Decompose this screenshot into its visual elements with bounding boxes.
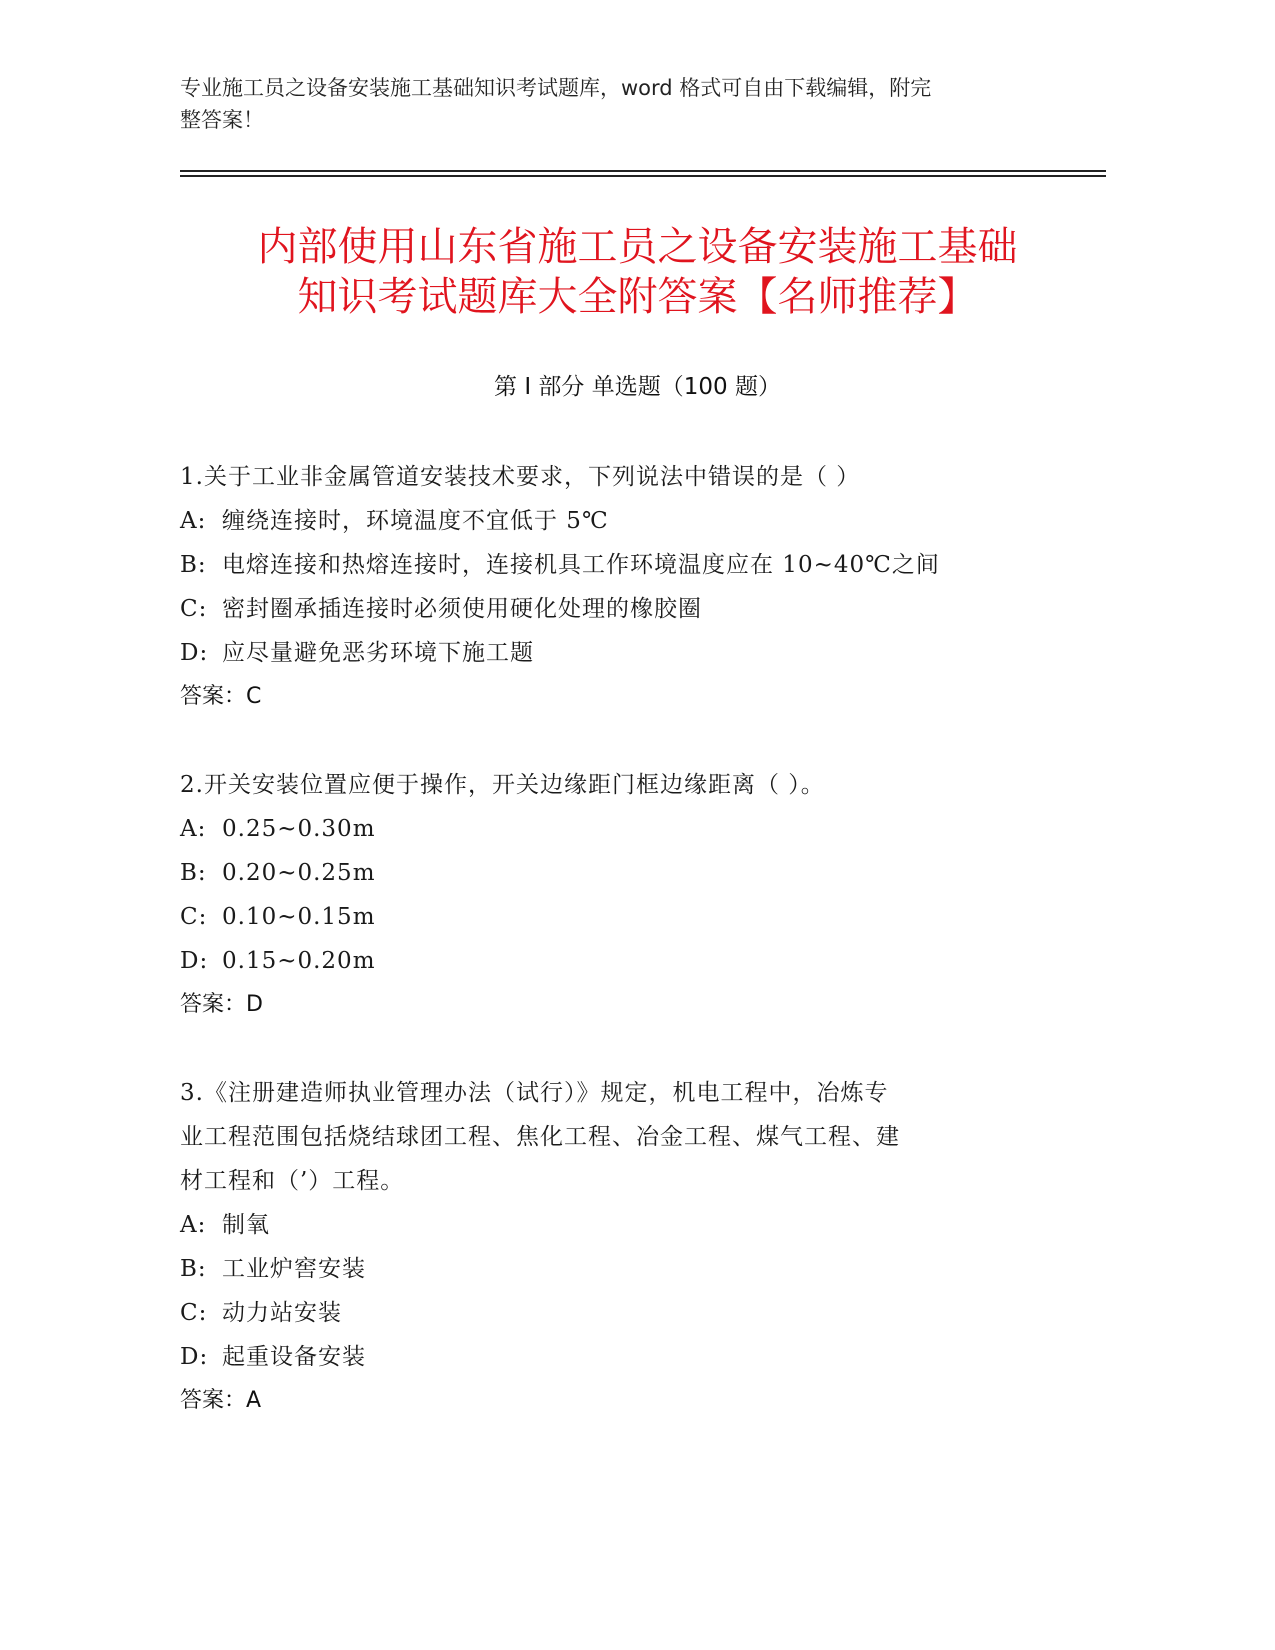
answer-line: 答案：A [180,1388,262,1413]
option-key: B: [180,1256,207,1282]
option-key: C: [180,596,208,622]
question-stem: 3.《注册建造师执业管理办法（试行）》规定，机电工程中，冶炼专 [180,1080,889,1106]
option-text: 缠绕连接时，环境温度不宜低于 5℃ [222,508,609,534]
option-a [180,499,1040,543]
option-a [180,1203,1040,1247]
section-heading: 第 I 部分 单选题（100 题） [494,374,781,400]
title-line: 知识考试题库大全附答案【名师推荐】 [297,274,978,320]
intro-line: 整答案！ [180,108,264,132]
question-item [180,1071,1040,1423]
option-key: D: [180,1344,209,1370]
option-text: 起重设备安装 [222,1344,366,1370]
option-text: 电熔连接和热熔连接时，连接机具工作环境温度应在 10~40℃之间 [222,552,940,578]
option-c [180,1291,1040,1335]
option-key: D: [180,948,209,974]
option-b [180,1247,1040,1291]
question-item [180,763,1040,1027]
question-item [180,455,1040,719]
option-text: 密封圈承插连接时必须使用硬化处理的橡胶圈 [222,596,702,622]
question-stem: 1.关于工业非金属管道安装技术要求，下列说法中错误的是（ ） [180,464,861,490]
option-text: 0.25~0.30m [222,816,376,842]
header-rule-lower [180,175,1106,177]
option-a [180,807,1040,851]
option-key: C: [180,904,208,930]
option-text: 应尽量避免恶劣环境下施工题 [222,640,534,666]
option-key: C: [180,1300,208,1326]
question-stem: 业工程范围包括烧结球团工程、焦化工程、冶金工程、煤气工程、建 [180,1124,900,1150]
option-key: B: [180,552,207,578]
option-text: 动力站安装 [222,1300,342,1326]
option-text: 0.15~0.20m [222,948,376,974]
option-b [180,851,1040,895]
option-text: 0.20~0.25m [222,860,376,886]
option-text: 制氧 [222,1212,270,1238]
option-key: B: [180,860,207,886]
intro-line: 专业施工员之设备安装施工基础知识考试题库，word 格式可自由下载编辑，附完 [180,76,932,100]
option-text: 0.10~0.15m [222,904,376,930]
title-line: 内部使用山东省施工员之设备安装施工基础 [257,224,1018,270]
option-d [180,939,1040,983]
document-title [150,222,1125,322]
option-key: A: [180,508,207,534]
option-key: A: [180,816,207,842]
option-d [180,1335,1040,1379]
option-b [180,543,1040,587]
option-text: 工业炉窖安装 [222,1256,366,1282]
option-c [180,895,1040,939]
answer-line: 答案：D [180,992,263,1017]
option-key: D: [180,640,209,666]
question-stem: 材工程和（’）工程。 [180,1168,405,1194]
option-d [180,631,1040,675]
option-c [180,587,1040,631]
answer-line: 答案：C [180,684,262,709]
option-key: A: [180,1212,207,1238]
intro-text [180,72,1030,136]
question-list [180,455,1040,1467]
header-rule-upper [180,170,1106,172]
question-stem: 2.开关安装位置应便于操作，开关边缘距门框边缘距离（ ）。 [180,772,825,798]
